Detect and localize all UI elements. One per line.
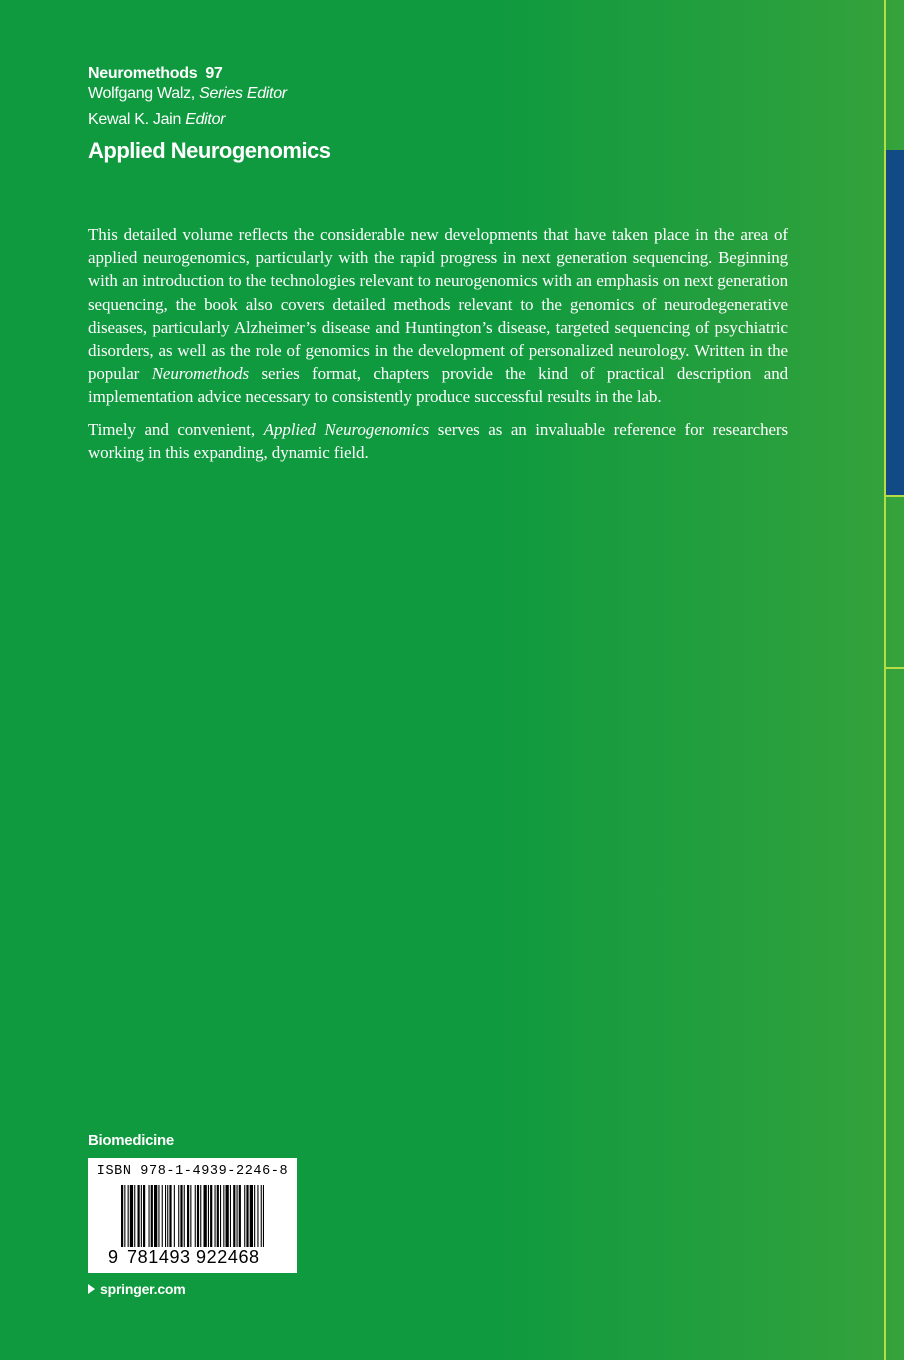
barcode-bar: [151, 1185, 153, 1247]
barcode-bar: [233, 1185, 235, 1247]
barcode-bar: [254, 1185, 255, 1247]
barcode-bar: [154, 1185, 157, 1247]
barcode-digit-first: 9: [108, 1247, 119, 1267]
barcode-bar: [134, 1185, 135, 1247]
spine-divider: [886, 667, 904, 669]
series-editor-name: Wolfgang Walz,: [88, 85, 195, 102]
barcode-bar: [158, 1185, 159, 1247]
isbn-label: ISBN 978-1-4939-2246-8: [96, 1164, 289, 1179]
website-text: springer.com: [100, 1281, 186, 1297]
book-description: [88, 223, 788, 473]
barcode-bar: [226, 1185, 229, 1247]
barcode-bar: [128, 1185, 129, 1247]
series-name: Neuromethods: [88, 65, 198, 82]
cover-header: [88, 64, 331, 164]
barcode-bar: [223, 1185, 224, 1247]
barcode-bar: [257, 1185, 258, 1247]
barcode-bar: [244, 1185, 245, 1247]
publisher-website[interactable]: [88, 1281, 186, 1297]
barcode-bar: [165, 1185, 166, 1247]
isbn-barcode: [88, 1158, 297, 1273]
book-title: Applied Neurogenomics: [88, 138, 331, 163]
barcode-bar: [167, 1185, 168, 1247]
series-editor-line: [88, 84, 331, 104]
editor-name: Kewal K. Jain: [88, 111, 182, 128]
description-italic: Neuromethods: [151, 364, 250, 384]
barcode-bar: [141, 1185, 142, 1247]
barcode-bar: [143, 1185, 145, 1247]
barcode-bar: [130, 1185, 133, 1247]
barcode-digits: [88, 1247, 297, 1267]
arrow-right-icon: [88, 1284, 95, 1294]
barcode-bar: [261, 1185, 262, 1247]
barcode-bar: [190, 1185, 191, 1247]
spine-divider: [886, 495, 904, 497]
barcode-bar: [124, 1185, 125, 1247]
subject-label: Biomedicine: [88, 1132, 174, 1149]
barcode-bar: [121, 1185, 123, 1247]
barcode-bar: [263, 1185, 264, 1247]
series-editor-role: Series Editor: [199, 85, 287, 102]
barcode-bar: [210, 1185, 212, 1247]
description-italic: Applied Neurogenomics: [263, 419, 430, 439]
barcode-bar: [230, 1185, 231, 1247]
editor-role: Editor: [185, 111, 226, 128]
barcode-bar: [215, 1185, 216, 1247]
barcode-bar: [174, 1185, 175, 1247]
barcode-bar: [217, 1185, 219, 1247]
series-line: [88, 64, 331, 84]
barcode-bar: [197, 1185, 199, 1247]
barcode-bar: [204, 1185, 207, 1247]
barcode-bar: [208, 1185, 209, 1247]
barcode-bar: [184, 1185, 185, 1247]
barcode-bar: [239, 1185, 241, 1247]
barcode-bar: [195, 1185, 196, 1247]
barcode-bar: [162, 1185, 163, 1247]
barcode-bar: [138, 1185, 140, 1247]
barcode-bar: [187, 1185, 189, 1247]
barcode-bar: [169, 1185, 171, 1247]
barcode-digit-group-right: 922468: [196, 1247, 260, 1267]
description-text: series format, chapters provide the kind of practical description and implementation advice necessary to consistently produce successful results in the lab.: [88, 364, 789, 407]
description-text: Timely and convenient,: [88, 419, 256, 439]
barcode-bar: [180, 1185, 182, 1247]
barcode-bar: [237, 1185, 238, 1247]
description-paragraph: [88, 418, 788, 464]
description-text: serves as an invaluable reference for researchers working in this expanding, dynamic field.: [88, 419, 788, 462]
series-number: 97: [205, 65, 223, 82]
barcode-bar: [149, 1185, 150, 1247]
barcode-bar: [178, 1185, 179, 1247]
description-paragraph: [88, 223, 788, 409]
barcode-bar: [220, 1185, 221, 1247]
barcode-bar: [200, 1185, 201, 1247]
barcode-bar: [250, 1185, 253, 1247]
description-text: This detailed volume reflects the considerable new developments that have taken place in the area of applied neurogenomics, particularly with the rapid progress in next generation sequencing. Beginning with an introduction to the technologies relevant to neurogenomics with an emphasis on next generation sequencing, the book also covers detailed methods relevant to the genomics of neurodegenerative diseases, particularly Alzheimer’s disease and Huntington’s disease, targeted sequencing of psychiatric disorders, as well as the role of genomics in the development of personalized neurology. Written in the popular: [88, 225, 788, 384]
barcode-digit-group-left: 781493: [127, 1247, 191, 1267]
editor-line: [88, 110, 331, 130]
barcode-bar: [246, 1185, 248, 1247]
spine-color-band: [886, 150, 904, 495]
